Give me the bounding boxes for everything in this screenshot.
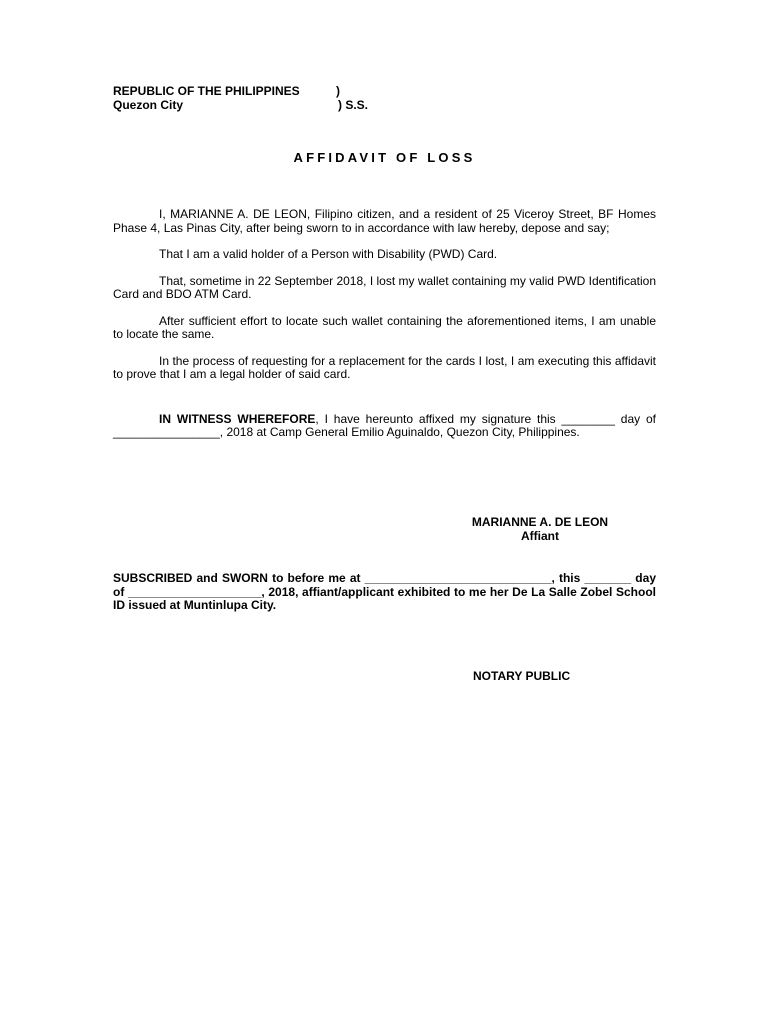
paragraph-loss: That, sometime in 22 September 2018, I lost my wallet containing my valid PWD Identification Card and BDO ATM Card. xyxy=(113,273,656,301)
affidavit-body xyxy=(113,208,656,453)
witness-bold-text: IN WITNESS WHEREFORE xyxy=(159,411,316,426)
paragraph-purpose: In the process of requesting for a replacement for the cards I lost, I am executing this affidavit to prove that I am a legal holder of said card. xyxy=(113,353,656,381)
caption-city-bracket: ) S.S. xyxy=(338,98,369,112)
paragraph-witness xyxy=(113,413,656,440)
caption-city: Quezon City xyxy=(113,98,184,112)
paragraph-effort: After sufficient effort to locate such wallet containing the aforementioned items, I am unable to locate the same. xyxy=(113,313,656,341)
document-title: AFFIDAVIT OF LOSS xyxy=(293,150,476,165)
affiant-name: MARIANNE A. DE LEON xyxy=(471,515,609,529)
caption-republic-bracket: ) xyxy=(336,84,340,98)
affiant-role: Affiant xyxy=(521,529,559,543)
jurat-paragraph: SUBSCRIBED and SWORN to before me at ____________________________, this _______ day of ____________________, 2018, affiant/applicant exhibited to me her De La Salle Zobel School ID issued at Muntinlupa City. xyxy=(113,571,656,612)
witness-text: , I have hereunto affixed my signature this ________ day of ________________, 2018 at Camp General Emilio Aguinaldo, Quezon City, Philippines. xyxy=(113,411,656,439)
paragraph-intro: I, MARIANNE A. DE LEON, Filipino citizen, and a resident of 25 Viceroy Street, BF Homes Phase 4, Las Pinas City, after being sworn to in accordance with law hereby, depose and say; xyxy=(113,207,656,235)
notary-public-label: NOTARY PUBLIC xyxy=(473,669,571,683)
affiant-signature-block xyxy=(440,515,640,543)
caption-republic: REPUBLIC OF THE PHILIPPINES xyxy=(113,84,300,98)
paragraph-holder: That I am a valid holder of a Person with Disability (PWD) Card. xyxy=(159,247,498,261)
